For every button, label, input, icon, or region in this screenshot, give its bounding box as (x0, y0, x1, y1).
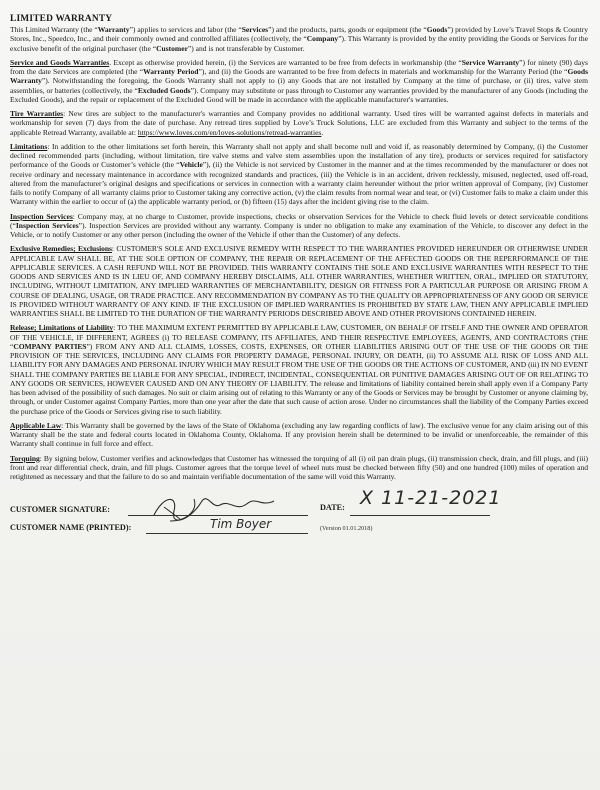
torquing-section (10, 454, 588, 482)
customer-name-label: CUSTOMER NAME (PRINTED): (10, 523, 132, 533)
retread-warranty-link[interactable]: https://www.loves.com/en/loves-solutions/retread-warranties (137, 127, 322, 137)
section-heading: Applicable Law (10, 420, 62, 430)
handwritten-date: X 11-21-2021 (360, 487, 502, 510)
section-text: : TO THE MAXIMUM EXTENT PERMITTED BY APPLICABLE LAW, CUSTOMER, ON BEHALF OF ITSELF AND THE OWNER AND OPERATOR OF THE VEHICLE, IF DIFFERENT, AGREES (i) TO RELEASE COMPANY, ITS AFFILIATES, AND THEIR RESPECTIVE EMPLOYEES, AGENTS, AND CONTRACTORS (THE “ (10, 323, 588, 351)
defined-term: Company (306, 34, 339, 44)
intro-text: ”). This Warranty is provided by the entity providing the Goods or Services for the exclusive benefit of the original purchaser (the “ (10, 34, 588, 53)
intro-text: ”) applies to services and labor (the “ (129, 25, 242, 34)
defined-term: Warranty (97, 25, 130, 34)
section-text: : Company may, at no charge to Customer, provide inspections, checks or observation Services for the Vehicle to check fluid levels or detect serviceable conditions (“ (10, 211, 588, 230)
defined-term: Excluded Goods (137, 85, 191, 95)
section-heading: Tire Warranties (10, 109, 64, 118)
section-heading: Torquing (10, 453, 40, 463)
release-section (10, 323, 588, 416)
date-label: DATE: (320, 503, 345, 513)
remedies-section (10, 244, 588, 318)
intro-paragraph (10, 25, 588, 53)
tire-section (10, 109, 588, 137)
intro-text: ”) provided by Love’s Travel Stops & Country Stores, Inc., Speedco, Inc., and their commonly owned and controlled affiliates (collectively, the “ (10, 25, 588, 44)
section-text: The release and limitations of liability contained herein shall apply even if a Company Party has been advised of the possibility of such damages. No suit or claim arising out of relating to this Warranty or any of the Goods or Services may be brought by Customer or anyone claiming by, through, or under Customer against Company Parties, more than one year after the date that such cause of action arose. Under no circumstances shall the liability of the Company Parties exceed the purchase price of the Goods or Services giving rise to such liability. (10, 378, 588, 416)
law-section (10, 421, 588, 449)
defined-term: COMPANY PARTIES (13, 341, 87, 351)
defined-term: Goods Warranty (10, 67, 589, 86)
defined-term: Customer (156, 43, 188, 53)
handwritten-name: Tim Boyer (210, 517, 272, 532)
defined-term: Warranty Period (143, 67, 199, 76)
section-heading: Service and Goods Warranties (10, 57, 110, 67)
date-line[interactable] (350, 515, 490, 516)
section-heading: Release; Limitations of Liability (10, 323, 114, 333)
section-heading: Limitations (10, 141, 48, 151)
name-line[interactable] (146, 533, 308, 534)
section-text: : In addition to the other limitations set forth herein, this Warranty shall not apply and shall become null and void if, as reasonably determined by Company, (i) the Customer declined recommended parts (including, without limitation, tire valve stems and valve stem assemblies upon the installation of any tire), products or services required for satisfactory performance of the Goods or Customer’s vehicle (the “ (10, 141, 588, 170)
version-label: (Version 01.01.2018) (320, 525, 373, 533)
document-title: LIMITED WARRANTY (10, 14, 113, 24)
defined-term: Goods (426, 25, 448, 34)
section-text: ”), and (ii) the Goods are warranted to be free from defects in materials and workmanship for the Warranty Period (the “ (198, 67, 568, 76)
intro-text: This Limited Warranty (the “ (10, 25, 98, 34)
section-text: : New tires are subject to the manufacturer's warranties and Company provides no additional warranty. Used tires will be warranted against defects in materials and workmanship for seven (7) days from the date of purchase. Any retread tires supplied by Love’s Truck Solutions, LLC are excluded from this Warranty and subject to the terms of the applicable Retread Warranty, available at: (10, 109, 589, 137)
section-text: : CUSTOMER'S SOLE AND EXCLUSIVE REMEDY WITH RESPECT TO THE WARRANTIES PROVIDED HEREUNDER OR OTHERWISE UNDER APPLICABLE LAW SHALL BE, AT THE SOLE OPTION OF COMPANY, THE REPAIR OR REPLACEMENT OF THE AFFECTED GOODS OR THE REPERFORMANCE OF THE APPLICABLE SERVICES. A CASH REFUND WILL NOT BE PROVIDED. THIS WARRANTY CONTAINS THE SOLE AND EXCLUSIVE WARRANTIES WITH RESPECT TO THE GOODS AND SERVICES AND IS IN LIEU OF, AND COMPANY HEREBY DISCLAIMS, ALL OTHER WARRANTIES, WHETHER WRITTEN, ORAL, IMPLIED OR STATUTORY, INCLUDING, WITHOUT LIMITATION, ANY IMPLIED WARRANTIES OF MERCHANTABILITY, DESIGN OR FITNESS FOR A PARTICULAR PURPOSE OR ARISING FROM A COURSE OF DEALING, USAGE, OR TRADE PRACTICE. ANY RECOMMENDATION BY COMPANY AS TO THE QUALITY OR APPROPRIATENESS OF ANY GOOD OR SERVICE IS PROVIDED WITHOUT WARRANTY OF ANY KIND. IF THE EXCLUSION OF IMPLIED WARRANTIES IS PROHIBITED BY STATE LAW, THEN ANY APPLICABLE IMPLIED WARRANTIES SHALL BE LIMITED TO THE DURATION OF THE WARRANTY PERIODS DESCRIBED ABOVE AND OTHER PROVISIONS CONTAINED HEREIN. (10, 244, 589, 318)
customer-signature-label: CUSTOMER SIGNATURE: (10, 505, 111, 515)
section-text: ”). Notwithstanding the foregoing, the Goods Warranty shall not apply to (i) any Goods that are not installed by Company at the time of purchase, or (ii) tires, valve stem assemblies, or batteries (collectively, the “ (10, 76, 588, 95)
defined-term: Inspection Services (15, 220, 79, 230)
intro-text: ”) and the products, parts, goods or equipment (the “ (268, 25, 427, 34)
section-heading: Exclusive Remedies; Exclusions (10, 244, 112, 254)
defined-term: Services (241, 25, 269, 34)
defined-term: Vehicle (179, 160, 203, 170)
section-text: : This Warranty shall be governed by the laws of the State of Oklahoma (excluding any law regarding conflicts of law). The exclusive venue for any claim arising out of this Warranty shall be the state and federal courts located in Oklahoma County, Oklahoma. If any provision herein shall be determined to be invalid or unenforceable, the remainder of this Warranty shall continue in full force and effect. (10, 420, 589, 449)
inspection-section (10, 212, 588, 240)
section-text: ”) for ninety (90) days from the date Services are completed (the “ (10, 57, 588, 76)
section-text: . (321, 127, 324, 137)
intro-text: ”) and is not transferable by Customer. (187, 43, 305, 53)
section-text: ”), (ii) the Vehicle is not serviced by Customer in the manner and at the times recommended by the manufacturer or does not receive ordinary and necessary maintenance in accordance with recognized standards and practices, (iii) the Vehicle is in an accident, driven recklessly, misused, neglected, used off-road, altered from the manufacturer’s original designs and specifications or services in connection with a warranty claim hereunder without the prior written approval of Company, (iv) Customer fails to notify Company of all warranty claims prior to Customer taking any corrective action, (v) the claim results from normal wear and tear, or (vi) Customer fails to make a claim under this Warranty within the earlier to occur of (a) the applicable warranty period, or (b) fifteen (15) days after the incident giving rise to the claim. (10, 160, 588, 207)
section-text: ”) FROM ANY AND ALL CLAIMS, LOSSES, COSTS, EXPENSES, OR OTHER LIABILITIES ARISING OUT OF THE USE OF THE GOODS OR THE PROVISION OF THE SERVICES, INCLUDING ANY CLAIMS FOR PROPERTY DAMAGE, PERSONAL INJURY, OR DEATH, (ii) TO ASSUME ALL RISK OF LOSS AND ALL LIABILITY FOR ANY DAMAGES AND PERSONAL INJURY WHICH MAY RESULT FROM THE USE OF THE GOODS OR THE ACTIONS OF CUSTOMER, AND (iii) IN NO EVENT SHALL THE COMPANY PARTIES BE LIABLE FOR ANY SPECIAL, INDIRECT, INCIDENTAL, CONSEQUENTIAL OR PUNITIVE DAMAGES ARISING OUT OF OR RELATING TO ANY GOODS OR SERVICES, HOWEVER CAUSED AND ON ANY THEORY OF LIABILITY. (10, 341, 589, 388)
services-section (10, 58, 588, 104)
section-text: : By signing below, Customer verifies and acknowledges that Customer has witnessed the torquing of all (i) oil pan drain plugs, (ii) transmission check, drain, and fill plugs, and (iii) front and rear differential check, drain, and fill plugs. Customer agrees that the torque level of wheel nuts must be checked between fifty (50) and one hundred (100) miles of operation and retightened as necessary and that the failure to do so and maintain verifiable documentation of the same will void this Warranty. (10, 453, 588, 481)
section-text: . Except as otherwise provided herein, (i) the Services are warranted to be free from defects in workmanship (the “ (109, 57, 462, 67)
section-text: ”). Inspection Services are provided without any warranty. Company is under no obligation to make any examination of the Vehicle, to discover any defect in the Vehicle, or to notify Customer or any other person (including the owner of the Vehicle if other than the Customer) of any defects. (10, 220, 588, 239)
signature-block (10, 481, 588, 541)
section-text: ”). Company may substitute or pass through to Customer any warranties provided by the manufacturer of any Goods (including the Excluded Goods), and the repair or replacement of the Excluded Good will be made in accordance with the applicable manufacturer's warranties. (10, 85, 588, 104)
limitations-section (10, 142, 588, 207)
section-heading: Inspection Services (10, 211, 73, 221)
defined-term: Service Warranty (461, 57, 520, 67)
